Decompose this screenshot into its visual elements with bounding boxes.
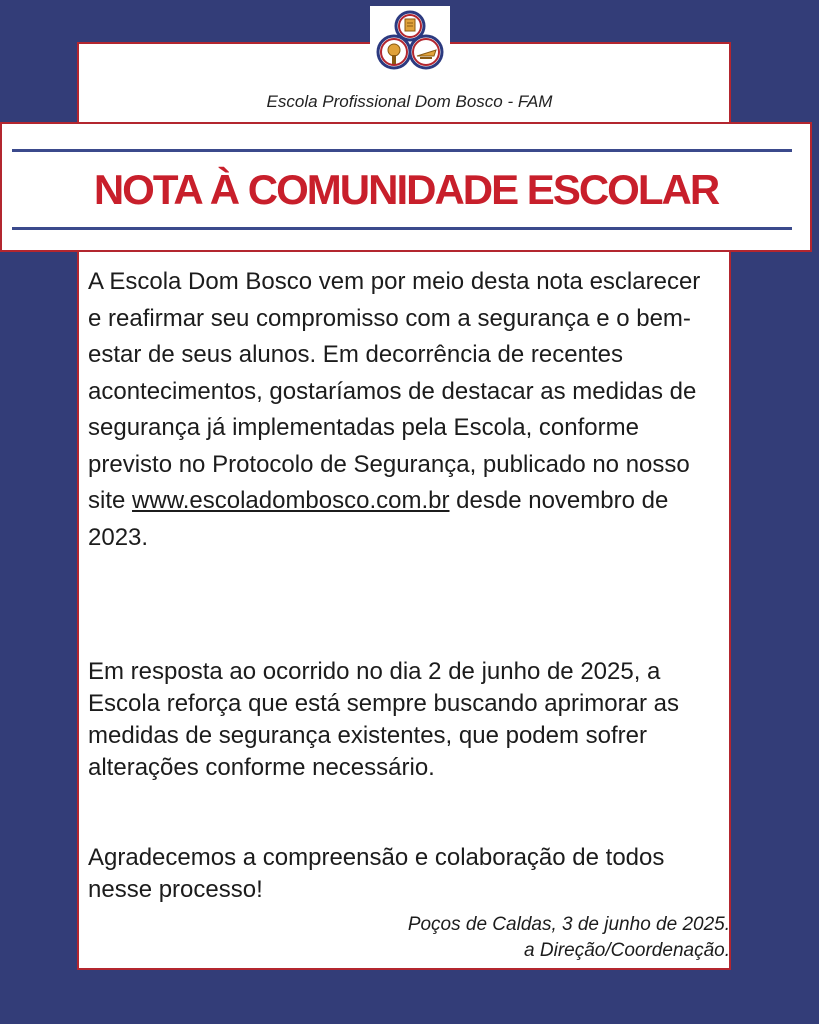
school-name: Escola Profissional Dom Bosco - FAM	[266, 92, 553, 111]
website-link[interactable]: www.escoladombosco.com.br	[132, 487, 450, 514]
paragraph-thanks: Agradecemos a compreensão e colaboração de todos nesse processo!	[88, 844, 665, 903]
signature-signed-by: a Direção/Coordenação.	[524, 940, 730, 961]
title-banner	[0, 122, 812, 252]
banner-bottom-rule	[12, 227, 792, 230]
paragraph-intro-end: desde novembro de 2023.	[88, 487, 669, 551]
school-logo	[370, 6, 450, 78]
paragraph-intro	[88, 264, 708, 556]
signature-block	[408, 912, 730, 964]
paragraph-intro-text: A Escola Dom Bosco vem por meio desta nota esclarecer e reafirmar seu compromisso com a segurança e o bem-estar de seus alunos. Em decorrência de recentes acontecimentos, gostaríamos de destacar as medidas de segurança já implementadas pela Escola, conforme previsto no Protocolo de Segurança, publicado no nosso site	[88, 268, 701, 514]
page-title: NOTA À COMUNIDADE ESCOLAR	[93, 166, 719, 213]
banner-top-rule	[12, 149, 792, 152]
signature-place-date: Poços de Caldas, 3 de junho de 2025.	[407, 914, 730, 935]
dom-bosco-emblem-icon	[370, 6, 450, 78]
paragraph-response: Em resposta ao ocorrido no dia 2 de junho de 2025, a Escola reforça que está sempre buscando aprimorar as medidas de segurança existentes, que podem sofrer alterações conforme necessário.	[88, 658, 679, 781]
